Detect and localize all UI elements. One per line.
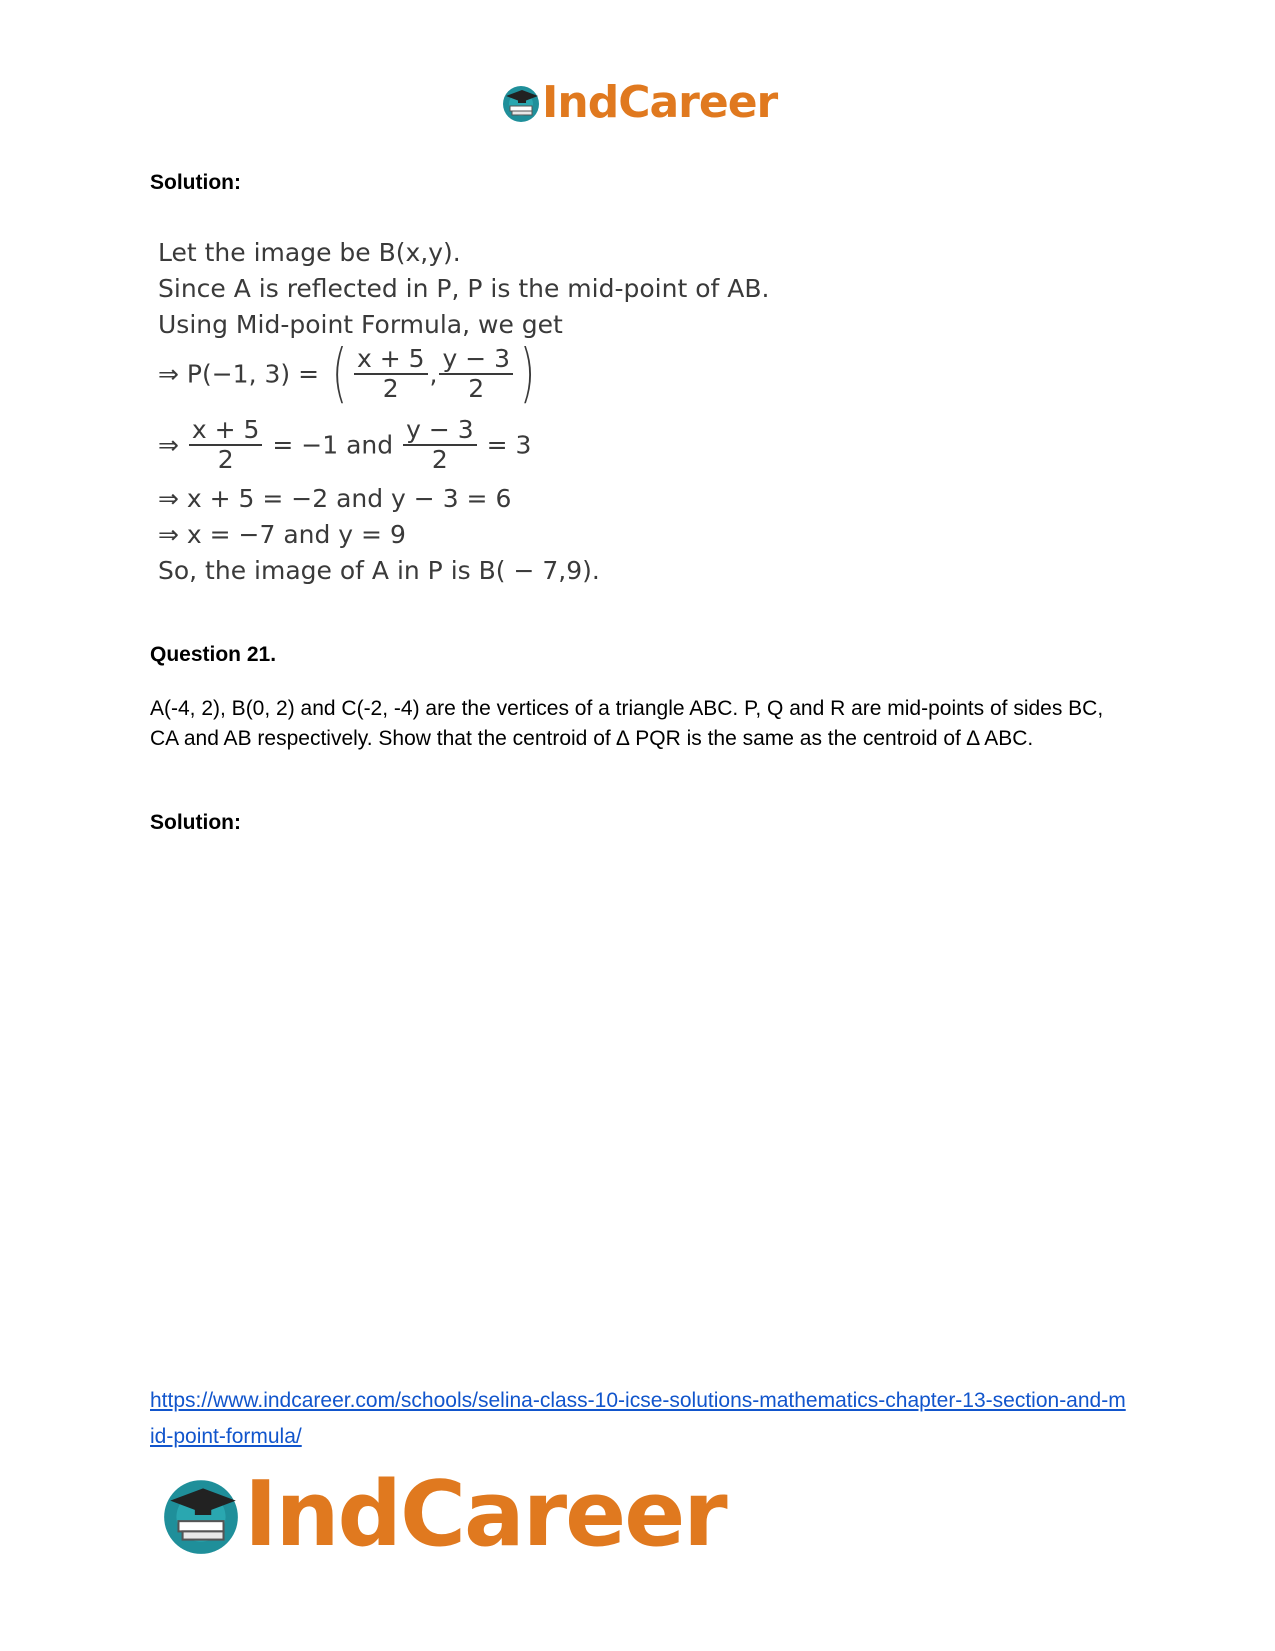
solution-line: Since A is reflected in P, P is the mid-point of AB.	[158, 274, 770, 303]
solution-line: Let the image be B(x,y).	[158, 238, 461, 267]
fraction-denominator: 2	[431, 445, 448, 474]
equation-end: = 3	[486, 430, 532, 460]
fraction-denominator: 2	[468, 374, 485, 403]
fraction	[403, 416, 477, 474]
right-paren: )	[519, 337, 535, 411]
question-text: A(-4, 2), B(0, 2) and C(-2, -4) are the vertices of a triangle ABC. P, Q and R are mid-points of sides BC, CA and AB respectively. Show that the centroid of ∆ PQR is the same as the centroid of ∆ ABC.	[150, 697, 1104, 750]
fraction-numerator: y − 3	[439, 345, 513, 375]
footer-logo	[158, 1462, 726, 1567]
fraction-numerator: x + 5	[354, 345, 428, 375]
solution-line: ⇒ x + 5 = −2 and y − 3 = 6	[158, 484, 512, 513]
header-logo	[500, 78, 777, 128]
fraction	[189, 416, 263, 474]
equation-middle: = −1 and	[272, 430, 394, 460]
solution-line-fraction	[158, 416, 531, 474]
left-paren: (	[331, 337, 347, 411]
comma: ,	[429, 359, 438, 389]
fraction-denominator: 2	[382, 374, 399, 403]
fraction	[439, 345, 513, 403]
fraction	[354, 345, 428, 403]
solution-work-image	[152, 238, 802, 618]
implies-symbol: ⇒	[158, 430, 179, 460]
fraction-numerator: y − 3	[403, 416, 477, 446]
solution-heading: Solution:	[150, 811, 241, 834]
graduation-cap-globe-icon	[158, 1472, 244, 1558]
header-logo-text: IndCareer	[542, 77, 778, 128]
solution-line-fraction	[158, 337, 540, 411]
footer-logo-text: IndCareer	[244, 1462, 726, 1567]
solution-line: ⇒ x = −7 and y = 9	[158, 520, 406, 549]
fraction-denominator: 2	[217, 445, 234, 474]
question-heading: Question 21.	[150, 643, 277, 666]
solution-heading: Solution:	[150, 171, 241, 194]
graduation-cap-globe-icon	[500, 82, 542, 124]
solution-line: Using Mid-point Formula, we get	[158, 310, 563, 339]
fraction-numerator: x + 5	[189, 416, 263, 446]
equation-prefix: ⇒ P(−1, 3) =	[158, 359, 320, 389]
solution-line: So, the image of A in P is B( − 7,9).	[158, 556, 600, 585]
source-link[interactable]: https://www.indcareer.com/schools/selina-class-10-icse-solutions-mathematics-chapter-13-section-and-mid-point-formula/	[150, 1389, 1126, 1448]
